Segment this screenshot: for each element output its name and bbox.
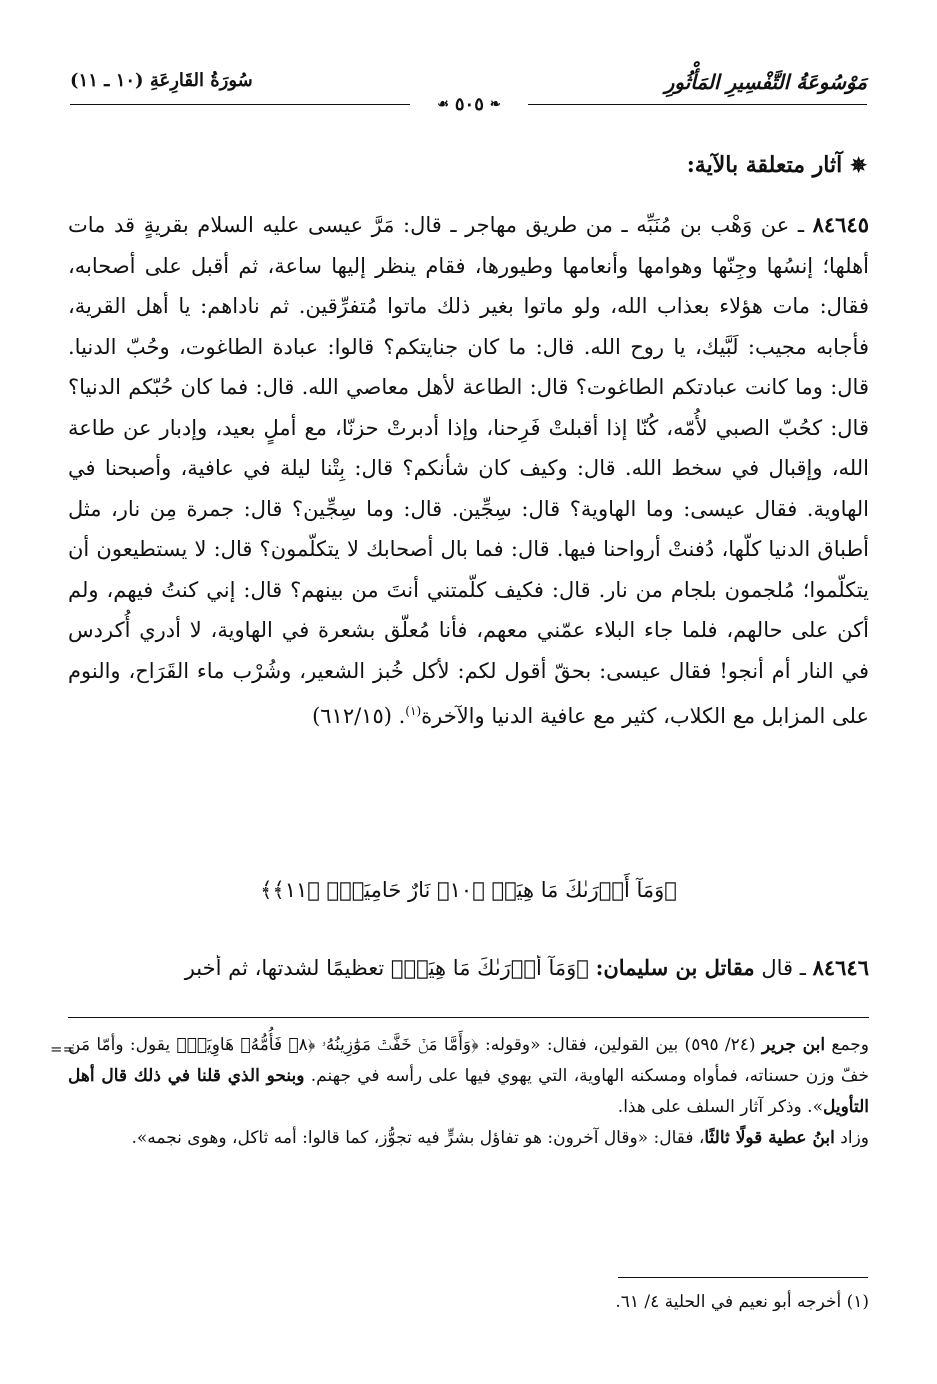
continuation-mark: == xyxy=(50,1040,76,1058)
entry-84645 xyxy=(68,205,869,737)
fn-text: وزاد xyxy=(840,1128,869,1148)
quran-verse: ﴿وَمَآ أَدۡرَىٰكَ مَا هِيَهۡ ﴿١٠﴾ نَارٌ حَامِيَةُۢ ﴿١١﴾﴾ xyxy=(260,878,677,902)
ornament-icon: ☙ xyxy=(437,96,449,112)
fn-bold-text: وبنحو الذي قلنا في ذلك قال أهل التأويل xyxy=(68,1066,869,1117)
fn-text: وجمع xyxy=(831,1035,869,1055)
surah-label: سُورَةُ القَارِعَةِ (١٠ ـ ١١) xyxy=(70,70,253,91)
footnote-1: (١) أخرجه أبو نعيم في الحلية ٤/ ٦١. xyxy=(615,1292,869,1312)
footnote-short-divider xyxy=(618,1277,868,1278)
page-number-box xyxy=(410,92,528,116)
entry-84646 xyxy=(68,955,869,980)
fn-name: ابنُ عطية قولًا ثالثًا xyxy=(704,1128,835,1148)
fn-text: (٢٤/ ٥٩٥) بين القولين، فقال: «وقوله: ﴿وَأَمَّا مَنۡ خَفَّتۡ مَوَٰزِينُهُۥ ﴿٨﴾ فَأُمُّهُۥ هَاوِيَةٞ﴾ يقول: وأمّا مَن خفّ وزن حسناته، فمأواه ومسكنه الهاوية، التي يهوي فيها على رأسه في جهنم. xyxy=(68,1035,869,1086)
footnote-marker: (١) xyxy=(405,704,422,718)
footnote-paragraph xyxy=(68,1123,869,1154)
entry-number: ٨٤٦٤٥ xyxy=(812,212,869,237)
fn-name: ابن جرير xyxy=(761,1035,826,1055)
book-title: مَوْسُوعَةُ التَّفْسِيرِ المَأْثُورِ xyxy=(664,70,867,94)
entry-verse: ﴿وَمَآ أَدۡرَىٰكَ مَا هِيَهۡ﴾ xyxy=(390,956,589,980)
volume-reference: . (٦١٢/١٥) xyxy=(312,704,406,728)
footnote-divider xyxy=(68,1017,869,1018)
page-header xyxy=(70,66,867,116)
entry-number: ٨٤٦٤٦ xyxy=(812,955,869,980)
footnotes xyxy=(68,1030,869,1154)
page-number: ٥٠٥ xyxy=(454,93,484,115)
entry-text: تعظيمًا لشدتها، ثم أخبر xyxy=(184,956,385,980)
fn-text: ». وذكر آثار السلف على هذا. xyxy=(617,1097,823,1117)
entry-text: ـ عن وَهْب بن مُنَبِّه ـ من طريق مهاجر ـ قال: مَرَّ عيسى عليه السلام بقريةٍ قد مات أهلها؛ إنسُها وجِنّها وهوامها وأنعامها وطيورها، فقام ينظر إليها ساعة، ثم أقبل على أصحابه، فقال: مات هؤلاء بعذاب الله، ولو ماتوا بغير ذلك ماتوا مُتفرِّقين. ثم ناداهم: يا أهل القرية، فأجابه مجيب: لَبَّيك، يا روح الله. قال: ما كان جنايتكم؟ قالوا: عبادة الطاغوت، وحُبّ الدنيا. قال: وما كانت عبادتكم الطاغوت؟ قال: الطاعة لأهل معاصي الله. قال: فما كان حُبّكم الدنيا؟ قال: كحُبّ الصبي لأُمّه، كُنّا إذا أقبلتْ فَرِحنا، وإذا أدبرتْ حزنّا، مع أملٍ بعيد، وإدبار عن طاعة الله، وإقبال في سخط الله. قال: وكيف كان شأنكم؟ قال: بِتْنا ليلة في عافية، وأصبحنا في الهاوية. فقال عيسى: وما الهاوية؟ قال: سِجِّين. قال: وما سِجِّين؟ قال: جمرة مِن نار، مثل أطباق الدنيا كلّها، دُفنتْ أرواحنا فيها. قال: فما بال أصحابك لا يتكلّمون؟ قال: لا يستطيعون أن يتكلّموا؛ مُلجمون بلجام من نار. قال: فكيف كلّمتني أنتَ من بينهم؟ قال: إني كنتُ فيهم، ولم أكن على حالهم، فلما جاء البلاء عمّني معهم، فأنا مُعلّق بشعرة في الهاوية، لا أدري أُكردس في النار أم أنجو! فقال عيسى: بحقّ أقول لكم: لأكل خُبز الشعير، وشُرْب ماء القَرَاح، والنوم على المزابل مع الكلاب، كثير مع عافية الدنيا والآخرة xyxy=(68,213,869,728)
entry-prefix: ـ قال xyxy=(761,956,806,980)
flower-star-icon: ✵ xyxy=(850,153,867,177)
narrator-name: مقاتل بن سليمان: xyxy=(595,955,755,980)
fn-text: ، فقال: «وقال آخرون: هو تفاؤل بشرٍّ فيه تجوُّز، كما قالوا: أمه ثاكل، وهوى نجمه». xyxy=(131,1128,705,1148)
section-title-text: آثار متعلقة بالآية: xyxy=(686,152,843,178)
ornament-icon: ❧ xyxy=(489,96,501,112)
section-title xyxy=(687,152,867,178)
footnote-paragraph xyxy=(68,1030,869,1123)
